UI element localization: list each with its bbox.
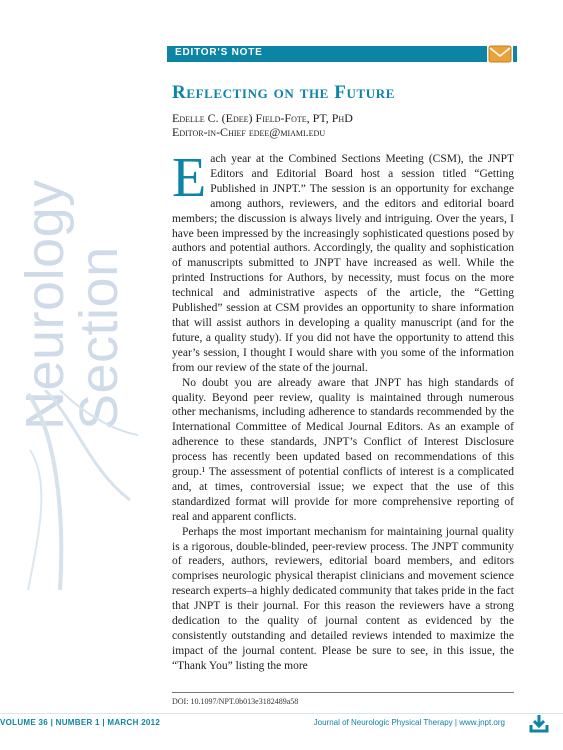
- mail-icon: [487, 43, 513, 65]
- section-header-bar: [167, 46, 517, 62]
- paragraph-3: Perhaps the most important mechanism for maintaining journal quality is a rigorous, double-blinded, peer-review process. The JNPT community of readers, authors, reviewers, editorial board members, and editors comprises neurologic physical therapist clinicians and movement science research experts–a highly dedicated community that takes pride in the fact that JNPT is their journal. For this reason the reviewers have a strong dedication to the quality of journal content as evidenced by the consistently outstanding and detailed reviews intended to maximize the impact of the journal content. Please be sure to see, in this issue, the “Thank You” listing the more: [172, 525, 514, 672]
- article-title: Reflecting on the Future: [172, 82, 396, 103]
- issue-info: VOLUME 36 | NUMBER 1 | MARCH 2012: [0, 718, 161, 727]
- author-block: [172, 111, 353, 139]
- download-button[interactable]: [528, 714, 550, 734]
- email-button[interactable]: [487, 43, 513, 65]
- article-body: [172, 147, 514, 674]
- download-icon: [528, 714, 550, 734]
- author-name: Edelle C. (Edee) Field-Fote, PT, PhD: [172, 111, 353, 125]
- doi-text: DOI: 10.1097/NPT.0b013e3182489a58: [172, 697, 299, 706]
- section-header-label: EDITOR'S NOTE: [175, 47, 263, 58]
- drop-cap: E: [172, 147, 207, 209]
- paragraph-2: No doubt you are already aware that JNPT has high standards of quality. Beyond peer review, quality is maintained through numerous other mechanisms, including adherence to standards recommended by the International Committee of Medical Journal Editors. As an example of adherence to these standards, JNPT’s Conflict of Interest Disclosure process has recently been updated based on recommendations of this group.¹ The assessment of potential conflicts of interest is a complicated and, at times, controversial issue; we expect that the use of this standardized format will provide for more comprehensive reporting of real and apparent conflicts.: [172, 376, 514, 523]
- neurology-logo-icon: [20, 390, 140, 590]
- paragraph-1: [172, 147, 514, 376]
- paragraph-1-text: ach year at the Combined Sections Meeting (CSM), the JNPT Editors and Editorial Board host a session titled “Getting Published in JNPT.” The session is an opportunity for exchange among authors, reviewers, and the editors and editorial board members; the discussion is always lively and intriguing. Over the years, I have been impressed by the increasingly sophisticated questions posed by authors and potential authors. Accordingly, the quality and sophistication of manuscripts submitted to JNPT have increased as well. While the printed Instructions for Authors, by necessity, must focus on the more technical and administrative aspects of the article, the “Getting Published” session at CSM provides an opportunity to share information that will assist authors in developing a quality manuscript (and for the future, a quality study). If you did not have the opportunity to attend this year’s session, I thought I would share with you some of the information from our review of the state of the journal.: [172, 153, 514, 374]
- journal-info: Journal of Neurologic Physical Therapy | www.jnpt.org: [313, 718, 505, 727]
- footnote-divider: [172, 692, 514, 693]
- author-role-email: Editor-in-Chief edee@miami.edu: [172, 125, 326, 139]
- section-sidebar-title: Neurology Section: [15, 179, 129, 430]
- footer-divider: [0, 713, 563, 714]
